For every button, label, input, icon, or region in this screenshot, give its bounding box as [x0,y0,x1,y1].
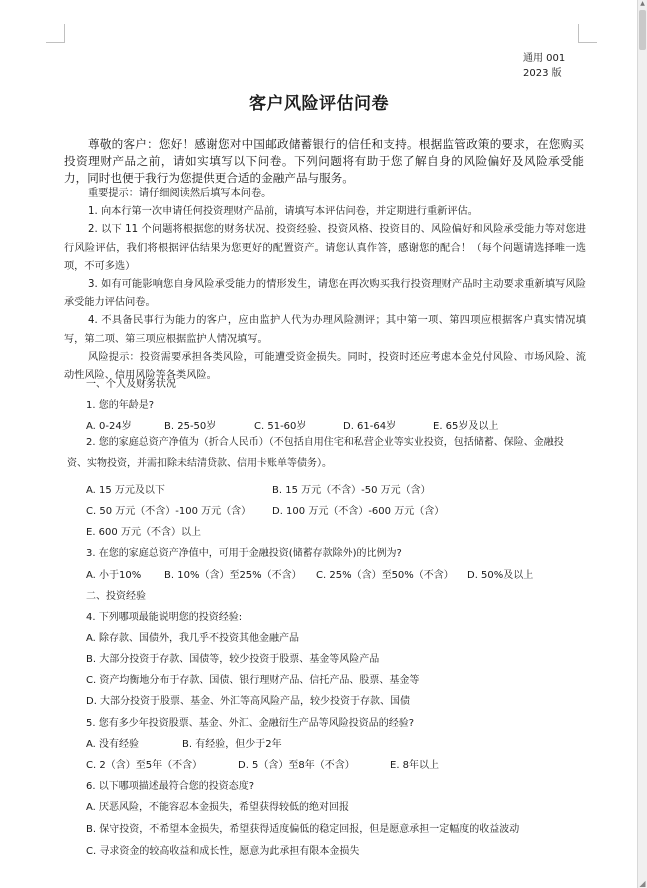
question-option: A. 没有经验 [86,739,140,750]
question-text: 3. 在您的家庭总资产净值中，可用于金融投资(储蓄存款除外)的比例为? [86,548,402,559]
document-code-line1: 通用 001 [523,53,566,64]
scroll-up-arrow-icon[interactable]: ▲ [640,0,645,7]
question-option: D. 50%及以上 [467,570,534,581]
document-code-line2: 2023 版 [523,68,562,79]
intro-paragraph: 尊敬的客户：您好！感谢您对中国邮政储蓄银行的信任和支持。根据监管政策的要求，在您购买投资理财产品之前，请如实填写以下问卷。下列问题将有助于您了解自身的风险偏好及风险承受能力，同时也便于我行为您提供更合适的金融产品与服务。 [64,137,584,185]
question-option: D. 大部分投资于股票、基金、外汇等高风险产品，较少投资于存款、国债 [86,696,411,707]
question-option: D. 100 万元（不含）-600 万元（含） [272,506,445,517]
question-option: D. 61-64岁 [343,421,397,432]
question-option: B. 25-50岁 [164,421,217,432]
note-item: 4. 不具备民事行为能力的客户，应由监护人代为办理风险测评；其中第一项、第四项应根据客户真实情况填写，第二项、第三项应根据监护人情况填写。 [64,315,586,345]
note-item: 3. 如有可能影响您自身风险承受能力的情形发生，请您在再次购买我行投资理财产品时主动要求重新填写风险承受能力评估问卷。 [64,279,586,309]
risk-notice: 风险提示：投资需要承担各类风险，可能遭受资金损失。同时，投资时还应考虑本金兑付风险、市场风险、流动性风险、信用风险等各类风险。 [64,351,586,382]
question-text: 4. 下列哪项最能说明您的投资经验: [86,612,243,623]
important-notes [64,185,586,385]
question-option: C. 2（含）至5年（不含） [86,760,203,771]
question-option: D. 5（含）至8年（不含） [238,760,355,771]
vertical-scrollbar[interactable] [637,0,647,888]
question-option: B. 10%（含）至25%（不含） [164,570,302,581]
note-item: 2. 以下 11 个问题将根据您的财务状况、投资经验、投资风格、投资目的、风险偏好和风险承受能力等对您进行风险评估，我们将根据评估结果为您更好的配置资产。请您认真作答，感谢您的配合！（每个问题请选择唯一选项，不可多选） [64,224,586,272]
question-option: E. 8年以上 [390,760,440,771]
section-heading: 一、个人及财务状况 [86,379,176,390]
question-option: E. 65岁及以上 [433,421,499,432]
question-option: B. 15 万元（不含）-50 万元（含） [272,485,431,496]
question-option: C. 51-60岁 [254,421,307,432]
resize-grip-icon[interactable]: ◢ [639,879,646,888]
question-option: A. 15 万元及以下 [86,485,165,496]
section-heading: 二、投资经验 [86,591,146,602]
note-heading: 重要提示：请仔细阅读然后填写本问卷。 [88,188,272,199]
page-corner-mark-top-right [578,24,597,43]
document-title: 客户风险评估问卷 [249,94,389,114]
question-option: C. 25%（含）至50%（不含） [316,570,454,581]
question-option: B. 保守投资，不希望本金损失，希望获得适度偏低的稳定回报，但是愿意承担一定幅度的收益波动 [86,824,520,835]
document-code [523,51,565,81]
question-option: E. 600 万元（不含）以上 [86,527,201,538]
question-option: A. 厌恶风险，不能容忍本金损失，希望获得较低的绝对回报 [86,802,350,813]
question-text: 5. 您有多少年投资股票、基金、外汇、金融衍生产品等风险投资品的经验? [86,718,415,729]
question-option: C. 寻求资金的较高收益和成长性，愿意为此承担有限本金损失 [86,846,360,857]
question-option: A. 小于10% [86,570,142,581]
question-option: B. 大部分投资于存款、国债等，较少投资于股票、基金等风险产品 [86,654,380,665]
page-corner-mark-top-left [46,24,65,43]
question-option: A. 0-24岁 [86,421,132,432]
question-text: 6. 以下哪项描述最符合您的投资态度? [86,781,255,792]
scrollbar-thumb[interactable] [639,10,646,50]
question-option: C. 资产均衡地分布于存款、国债、银行理财产品、信托产品、股票、基金等 [86,675,420,686]
question-option: A. 除存款、国债外，我几乎不投资其他金融产品 [86,633,300,644]
question-option: B. 有经验，但少于2年 [182,739,282,750]
question-text: 1. 您的年龄是? [86,400,155,411]
note-item: 1. 向本行第一次申请任何投资理财产品前，请填写本评估问卷，并定期进行重新评估。 [88,206,478,218]
question-text: 2. 您的家庭总资产净值为（折合人民币）（不包括自用住宅和私营企业等实业投资，包括储蓄、保险、金融投资、实物投资，并需扣除未结清贷款、信用卡账单等债务）。 [67,437,564,469]
question-option: C. 50 万元（不含）-100 万元（含） [86,506,252,517]
